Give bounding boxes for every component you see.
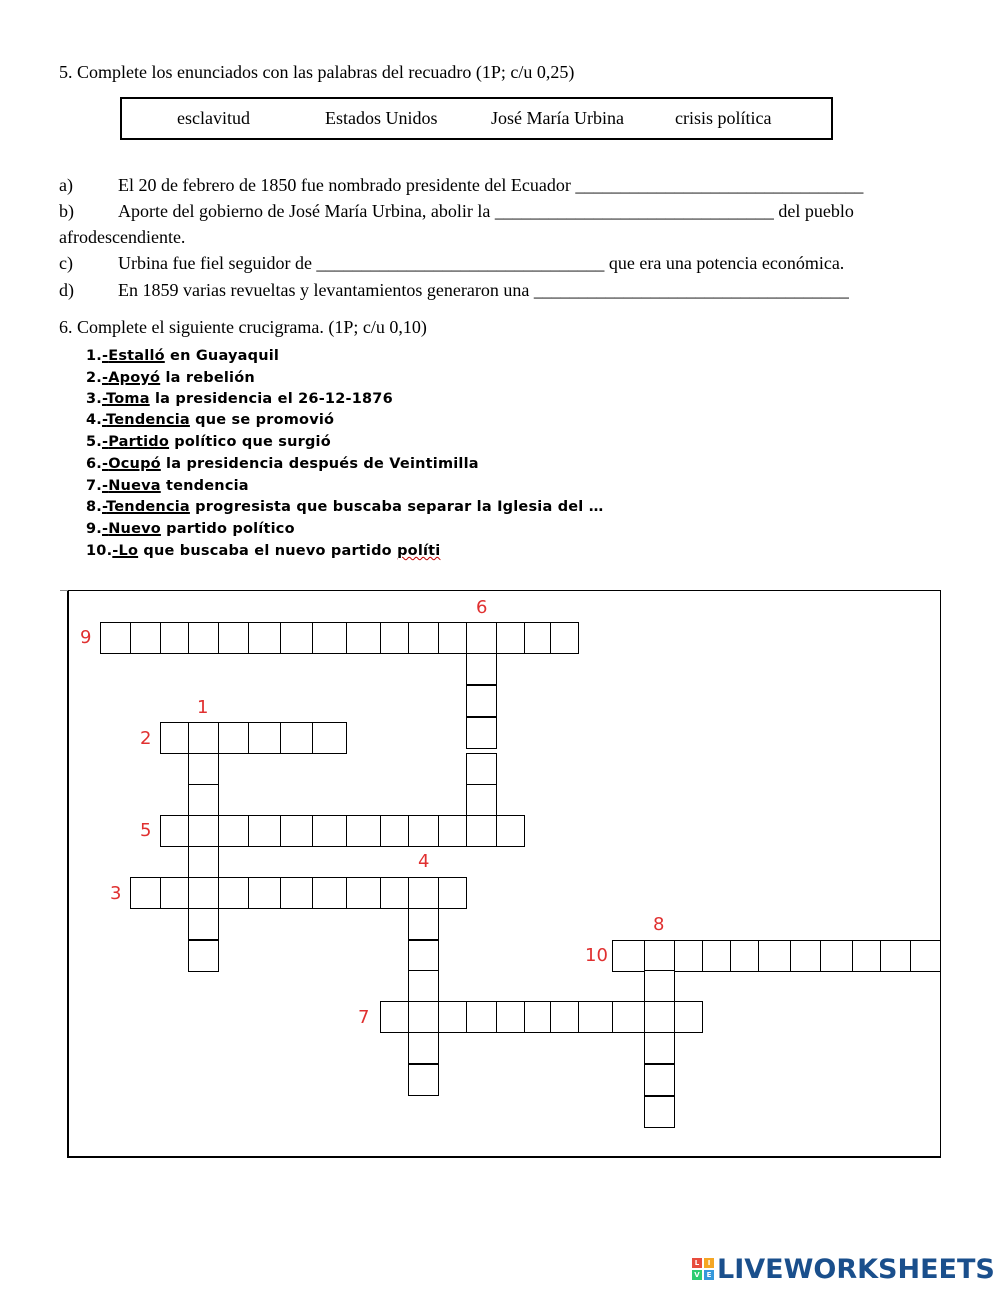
clue-1: 1.-Estalló en Guayaquil [86, 348, 280, 364]
crossword-cell-6[interactable] [466, 717, 497, 749]
crossword-cell-3[interactable] [280, 877, 313, 909]
crossword-cell-7[interactable] [578, 1001, 613, 1033]
crossword-cell-10[interactable] [820, 940, 853, 972]
crossword-cell-1[interactable] [188, 846, 219, 878]
statement-b-continued: afrodescendiente. [59, 227, 186, 247]
crossword-cell-9[interactable] [100, 622, 131, 654]
crossword-cell-10[interactable] [910, 940, 941, 972]
statement-b[interactable]: Aporte del gobierno de José María Urbina, abolir la _______________________________ del pueblo [118, 201, 854, 221]
crossword-cell-5[interactable] [438, 815, 467, 847]
word-box [120, 97, 833, 140]
crossword-cell-1[interactable] [188, 784, 219, 816]
word-box-item: esclavitud [177, 108, 250, 128]
crossword-number-4: 4 [418, 851, 430, 872]
crossword-cell-3[interactable] [218, 877, 249, 909]
crossword-cell-4[interactable] [408, 1032, 439, 1064]
clue-7: 7.-Nueva tendencia [86, 478, 249, 494]
crossword-cell-9[interactable] [130, 622, 161, 654]
clue-8: 8.-Tendencia progresista que buscaba separar la Iglesia del … [86, 499, 604, 515]
crossword-cell-9[interactable] [496, 622, 525, 654]
crossword-cell-3[interactable] [346, 877, 381, 909]
word-box-item: José María Urbina [491, 108, 624, 128]
crossword-cell-9[interactable] [524, 622, 551, 654]
crossword-cell-8[interactable] [644, 970, 675, 1002]
crossword-cell-10[interactable] [790, 940, 821, 972]
crossword-cell-3[interactable] [188, 877, 219, 909]
crossword-cell-7[interactable] [674, 1001, 703, 1033]
crossword-cell-10[interactable] [702, 940, 731, 972]
crossword-cell-7[interactable] [644, 1001, 675, 1033]
clue-9: 9.-Nuevo partido político [86, 521, 295, 537]
crossword-number-6: 6 [476, 597, 488, 618]
crossword-cell-8[interactable] [644, 1032, 675, 1064]
clue-4: 4.-Tendencia que se promovió [86, 412, 335, 428]
crossword-cell-9[interactable] [438, 622, 467, 654]
crossword-cell-2[interactable] [312, 722, 347, 754]
word-box-item: Estados Unidos [325, 108, 438, 128]
crossword-cell-6[interactable] [466, 784, 497, 816]
statement-c[interactable]: Urbina fue fiel seguidor de ________________________________ que era una potencia económica. [118, 253, 845, 273]
clue-6: 6.-Ocupó la presidencia después de Veintimilla [86, 456, 479, 472]
statement-a[interactable]: El 20 de febrero de 1850 fue nombrado presidente del Ecuador ________________________________ [118, 175, 864, 195]
crossword-cell-4[interactable] [408, 940, 439, 971]
crossword-cell-1[interactable] [188, 940, 219, 972]
statement-letter: c) [59, 253, 73, 273]
crossword-cell-2[interactable] [280, 722, 313, 754]
crossword-cell-7[interactable] [466, 1001, 497, 1033]
logo-text: LIVEWORKSHEETS [717, 1253, 995, 1285]
crossword-cell-9[interactable] [218, 622, 249, 654]
logo-icon [692, 1258, 714, 1280]
crossword-cell-1[interactable] [188, 753, 219, 785]
crossword-cell-5[interactable] [188, 815, 219, 847]
crossword-cell-7[interactable] [438, 1001, 467, 1033]
crossword-cell-6[interactable] [466, 653, 497, 685]
clue-2: 2.-Apoyó la rebelión [86, 370, 255, 386]
crossword-cell-1[interactable] [188, 908, 219, 940]
crossword-cell-5[interactable] [280, 815, 313, 847]
crossword-cell-4[interactable] [408, 1064, 439, 1096]
crossword-cell-3[interactable] [380, 877, 409, 909]
crossword-cell-3[interactable] [248, 877, 281, 909]
logo-icon-letter: L [692, 1258, 702, 1268]
crossword-cell-10[interactable] [852, 940, 881, 972]
statement-letter: b) [59, 201, 74, 221]
crossword-cell-5[interactable] [248, 815, 281, 847]
crossword-number-1: 1 [197, 697, 209, 718]
divider [60, 590, 68, 591]
crossword-number-3: 3 [110, 883, 122, 904]
crossword-cell-3[interactable] [160, 877, 189, 909]
liveworksheets-logo [692, 1254, 995, 1284]
crossword-number-10: 10 [585, 945, 608, 966]
logo-icon-letter: E [704, 1270, 714, 1280]
crossword-cell-7[interactable] [524, 1001, 551, 1033]
crossword-cell-4[interactable] [408, 970, 439, 1002]
crossword-number-2: 2 [140, 728, 152, 749]
crossword-cell-9[interactable] [248, 622, 281, 654]
crossword-cell-8[interactable] [644, 1064, 675, 1096]
crossword-cell-9[interactable] [346, 622, 381, 654]
crossword-cell-10[interactable] [674, 940, 703, 972]
word-box-item: crisis política [675, 108, 772, 128]
crossword-cell-9[interactable] [160, 622, 189, 654]
crossword-number-8: 8 [653, 914, 665, 935]
crossword-cell-3[interactable] [438, 877, 467, 909]
crossword-cell-7[interactable] [408, 1001, 439, 1033]
crossword-cell-9[interactable] [466, 622, 497, 654]
crossword-cell-9[interactable] [280, 622, 313, 654]
crossword-cell-3[interactable] [130, 877, 161, 909]
crossword-cell-9[interactable] [188, 622, 219, 654]
statement-letter: a) [59, 175, 73, 195]
crossword-cell-10[interactable] [880, 940, 911, 972]
crossword-cell-7[interactable] [612, 1001, 645, 1033]
crossword-cell-10[interactable] [644, 940, 675, 972]
crossword-cell-10[interactable] [612, 940, 645, 972]
crossword-cell-7[interactable] [380, 1001, 409, 1033]
crossword-cell-9[interactable] [550, 622, 579, 654]
q5-title: 5. Complete los enunciados con las palabras del recuadro (1P; c/u 0,25) [59, 62, 575, 82]
q6-title: 6. Complete el siguiente crucigrama. (1P; c/u 0,10) [59, 317, 427, 337]
crossword-cell-6[interactable] [466, 685, 497, 717]
clue-10: 10.-Lo que buscaba el nuevo partido políti [86, 543, 441, 559]
crossword-number-7: 7 [358, 1007, 370, 1028]
crossword-cell-5[interactable] [380, 815, 409, 847]
crossword-cell-3[interactable] [408, 877, 439, 909]
crossword-cell-2[interactable] [160, 722, 189, 754]
crossword-cell-10[interactable] [758, 940, 791, 972]
crossword-cell-8[interactable] [644, 1096, 675, 1128]
crossword-cell-10[interactable] [730, 940, 759, 972]
crossword-cell-2[interactable] [248, 722, 281, 754]
crossword-cell-5[interactable] [218, 815, 249, 847]
clue-5: 5.-Partido político que surgió [86, 434, 331, 450]
crossword-cell-6[interactable] [466, 753, 497, 785]
statement-letter: d) [59, 280, 74, 300]
crossword-cell-2[interactable] [188, 722, 219, 754]
crossword-number-9: 9 [80, 627, 92, 648]
crossword-cell-9[interactable] [380, 622, 409, 654]
crossword-cell-7[interactable] [496, 1001, 525, 1033]
crossword-cell-2[interactable] [218, 722, 249, 754]
crossword-cell-5[interactable] [346, 815, 381, 847]
crossword-cell-5[interactable] [496, 815, 525, 847]
logo-icon-letter: I [704, 1258, 714, 1268]
crossword-cell-5[interactable] [466, 815, 497, 847]
crossword-cell-4[interactable] [408, 908, 439, 940]
crossword-cell-3[interactable] [312, 877, 347, 909]
crossword-cell-9[interactable] [312, 622, 347, 654]
clue-3: 3.-Toma la presidencia el 26-12-1876 [86, 391, 393, 407]
crossword-cell-7[interactable] [550, 1001, 579, 1033]
crossword-cell-5[interactable] [408, 815, 439, 847]
crossword-number-5: 5 [140, 820, 152, 841]
logo-icon-letter: V [692, 1270, 702, 1280]
crossword-cell-5[interactable] [160, 815, 189, 847]
crossword-cell-9[interactable] [408, 622, 439, 654]
statement-d[interactable]: En 1859 varias revueltas y levantamientos generaron una ___________________________________ [118, 280, 849, 300]
crossword-cell-5[interactable] [312, 815, 347, 847]
